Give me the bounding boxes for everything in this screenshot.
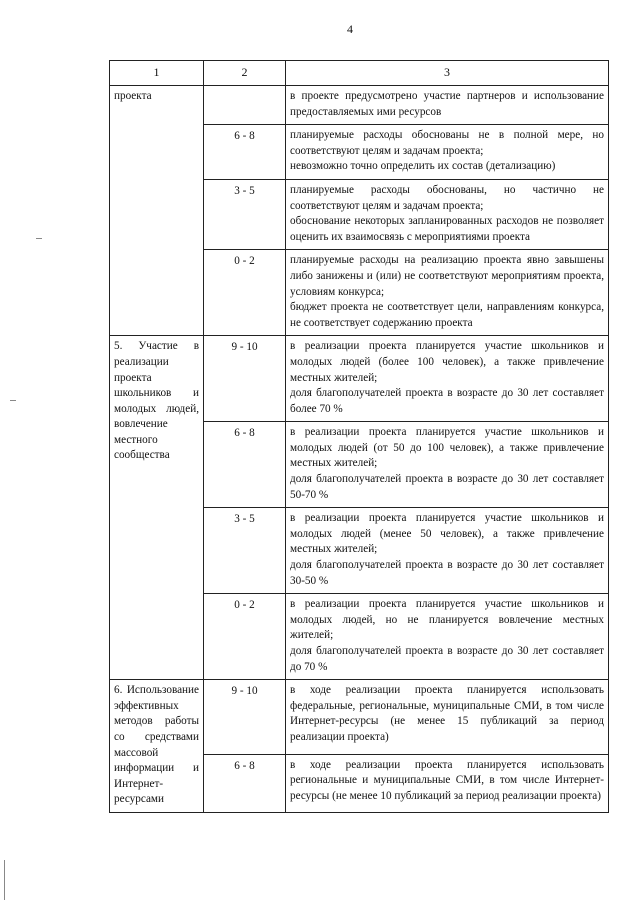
description-line: в реализации проекта планируется участие школьников и молодых людей (более 100 человек), а также привлечение местных жителей; — [290, 340, 604, 384]
description-line: в проекте предусмотрено участие партнеров и использование предоставляемых ими ресурсов — [290, 90, 604, 118]
table-row — [110, 336, 609, 422]
description-cell — [286, 250, 609, 336]
description-line: обоснование некоторых запланированных расходов не позволяет оценить их взаимосвязь с мероприятиями проекта — [290, 215, 604, 243]
description-cell — [286, 508, 609, 594]
score-cell: 3 - 5 — [204, 179, 286, 249]
description-line: доля благополучателей проекта в возрасте до 30 лет составляет 50-70 % — [290, 473, 604, 501]
description-line: доля благополучателей проекта в возрасте до 30 лет составляет до 70 % — [290, 645, 604, 673]
description-line: в реализации проекта планируется участие школьников и молодых людей (менее 50 человек), а также привлечение местных жителей; — [290, 512, 604, 556]
description-line: в реализации проекта планируется участие школьников и молодых людей (от 50 до 100 человек), а также привлечение местных жителей; — [290, 426, 604, 470]
table-row — [110, 86, 609, 125]
criterion-cell: 5. Участие в реализации проекта школьников и молодых людей, вовлечение местного сообщества — [110, 336, 204, 680]
score-cell: 3 - 5 — [204, 508, 286, 594]
score-cell: 6 - 8 — [204, 125, 286, 180]
description-cell — [286, 179, 609, 249]
description-line: в реализации проекта планируется участие школьников и молодых людей, но не планируется вовлечение местных жителей; — [290, 598, 604, 642]
score-cell: 0 - 2 — [204, 594, 286, 680]
description-line: планируемые расходы обоснованы, но частично не соответствуют целям и задачам проекта; — [290, 183, 604, 212]
header-col-1: 1 — [110, 61, 204, 86]
description-line: невозможно точно определить их состав (детализацию) — [290, 160, 556, 173]
page-number: 4 — [347, 22, 353, 36]
criteria-table — [109, 60, 609, 813]
description-cell — [286, 594, 609, 680]
scan-edge-mark — [4, 860, 5, 900]
description-cell — [286, 336, 609, 422]
table-row — [110, 680, 609, 755]
description-cell — [286, 422, 609, 508]
score-cell — [204, 86, 286, 125]
header-col-3: 3 — [286, 61, 609, 86]
table-header-row — [110, 61, 609, 86]
scan-edge-mark — [10, 400, 16, 401]
score-cell: 9 - 10 — [204, 336, 286, 422]
criterion-cell: 6. Использование эффективных методов работы со средствами массовой информации и Интернет-ресурсами — [110, 680, 204, 813]
criterion-cell: проекта — [110, 86, 204, 336]
description-line: бюджет проекта не соответствует цели, направлениям конкурса, не соответствует содержанию проекта — [290, 301, 604, 329]
score-cell: 0 - 2 — [204, 250, 286, 336]
description-line: доля благополучателей проекта в возрасте до 30 лет составляет 30-50 % — [290, 559, 604, 587]
score-cell: 6 - 8 — [204, 754, 286, 812]
description-line: доля благополучателей проекта в возрасте до 30 лет составляет более 70 % — [290, 387, 604, 415]
description-line: планируемые расходы на реализацию проекта явно завышены либо занижены и (или) не соответствуют мероприятиям проекта, условиям конкурса; — [290, 254, 604, 298]
score-cell: 9 - 10 — [204, 680, 286, 755]
scan-edge-mark — [36, 238, 42, 239]
header-col-2: 2 — [204, 61, 286, 86]
description-cell — [286, 680, 609, 755]
description-cell — [286, 754, 609, 812]
description-line: в ходе реализации проекта планируется использовать федеральные, региональные, муниципальные СМИ, в том числе Интернет-ресурсы (не менее 15 публикаций за период реализации проекта) — [290, 684, 604, 743]
description-line: планируемые расходы обоснованы не в полной мере, но соответствуют целям и задачам проекта; — [290, 129, 604, 157]
description-line: в ходе реализации проекта планируется использовать региональные и муниципальные СМИ, в том числе Интернет-ресурсы (не менее 10 публикаций за период реализации проекта) — [290, 758, 604, 803]
description-cell — [286, 86, 609, 125]
score-cell: 6 - 8 — [204, 422, 286, 508]
description-cell — [286, 125, 609, 180]
